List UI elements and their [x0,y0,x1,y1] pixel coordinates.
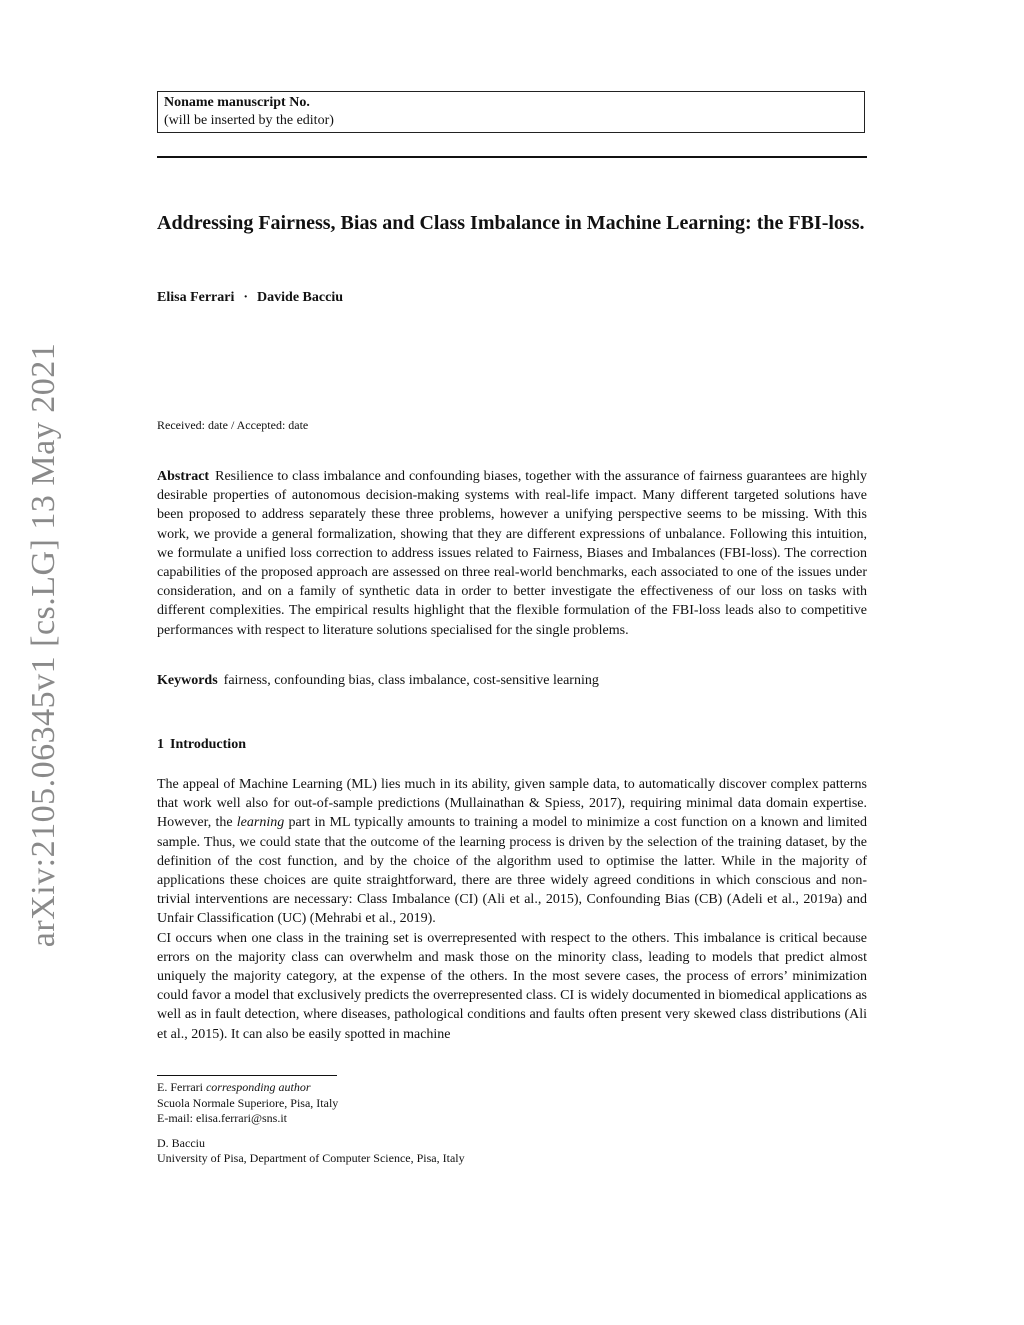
footnote-author-name: D. Bacciu [157,1135,205,1150]
paragraph: CI occurs when one class in the training set is overrepresented with respect to the others. This imbalance is critical because errors on the majority class can overwhelm and mask those on the minority class, leading to models that predict almost uniquely the majority category, at the expense of the others. In the most severe cases, the process of errors’ minimization could favor a model that exclusively predicts the overrepresented class. CI is widely documented in biomedical applications as well as in fault detection, where diseases, pathological conditions and faults often present very skewed class distributions (Ali et al., 2015). It can also be easily spotted in machine [157,930,867,1042]
author-footnotes [157,1080,857,1176]
keywords-label: Keywords [157,673,218,688]
author-name: Elisa Ferrari [157,290,235,305]
introduction-body [157,775,867,1044]
footnote-line [157,1080,857,1096]
footnote-author-2 [157,1136,857,1167]
footnote-rule [157,1075,337,1076]
abstract-text: Resilience to class imbalance and confounding biases, together with the assurance of fairness guarantees are highly desirable properties of autonomous decision-making systems with real-life impact. Many different targeted solutions have been proposed to address separately these three problems, however a unifying perspective seems to be missing. With this work, we provide a general formalization, showing that they are different expressions of unbalance. Following this intuition, we formulate a unified loss correction to address issues related to Fairness, Biases and Imbalances (FBI-loss). The correction capabilities of the proposed approach are assessed on three real-world benchmarks, each associated to one of the issues under consideration, and on a family of synthetic data in order to better investigate the effectiveness of our loss on tasks with different complexities. The empirical results highlight that the flexible formulation of the FBI-loss leads also to competitive performances with respect to literature solutions specialised for the single problems. [157,469,867,638]
manuscript-info-box [157,91,865,133]
section-title: Introduction [170,737,246,752]
received-accepted-dates: Received: date / Accepted: date [157,418,309,432]
footnote-affiliation: University of Pisa, Department of Computer Science, Pisa, Italy [157,1151,465,1165]
manuscript-label: Noname manuscript No. [164,95,310,110]
paragraph [157,775,867,929]
keywords-text: fairness, confounding bias, class imbalance, cost-sensitive learning [223,673,599,688]
emphasis-text: learning [236,815,285,831]
keywords [157,673,867,689]
footnote-author-name: E. Ferrari [157,1080,203,1094]
paper-title: Addressing Fairness, Bias and Class Imbalance in Machine Learning: the FBI-loss. [157,212,865,234]
author-name: Davide Bacciu [257,290,343,305]
section-number: 1 [157,737,164,752]
paragraph-text: The appeal of Machine Learning (ML) lies much in its ability, given sample data, to automatically discover complex patterns that work well also for out-of-sample predictions (Mullainathan & Spiess, 2017), requiring minimal data domain expertise. However, the [157,777,867,831]
section-heading-introduction [157,737,246,753]
header-rule [157,156,867,158]
paragraph-text: part in ML typically amounts to training a model to minimize a cost function on a known and limited sample. Thus, we could state that the outcome of the learning process is driven by the selection of the training dataset, by the definition of the cost function, and by the choice of the algorithm used to optimise the latter. While in the majority of applications these choices are quite straightforward, there are three widely agreed conditions in which conscious and non-trivial interventions are necessary: Class Imbalance (CI) (Ali et al., 2015), Confounding Bias (CB) (Adeli et al., 2019a) and Unfair Classification (UC) (Mehrabi et al., 2019). [157,815,867,927]
footnote-author-role: corresponding author [205,1080,311,1094]
arxiv-identifier[interactable]: arXiv:2105.06345v1 [cs.LG] 13 May 2021 [25,342,62,948]
author-list [157,290,343,306]
footnote-affiliation: Scuola Normale Superiore, Pisa, Italy [157,1095,339,1110]
manuscript-note: (will be inserted by the editor) [164,113,334,128]
abstract [157,467,867,640]
footnote-email[interactable]: E-mail: elisa.ferrari@sns.it [157,1111,288,1125]
footnote-author-1 [157,1080,857,1127]
author-separator: · [243,290,249,305]
abstract-label: Abstract [157,469,210,484]
